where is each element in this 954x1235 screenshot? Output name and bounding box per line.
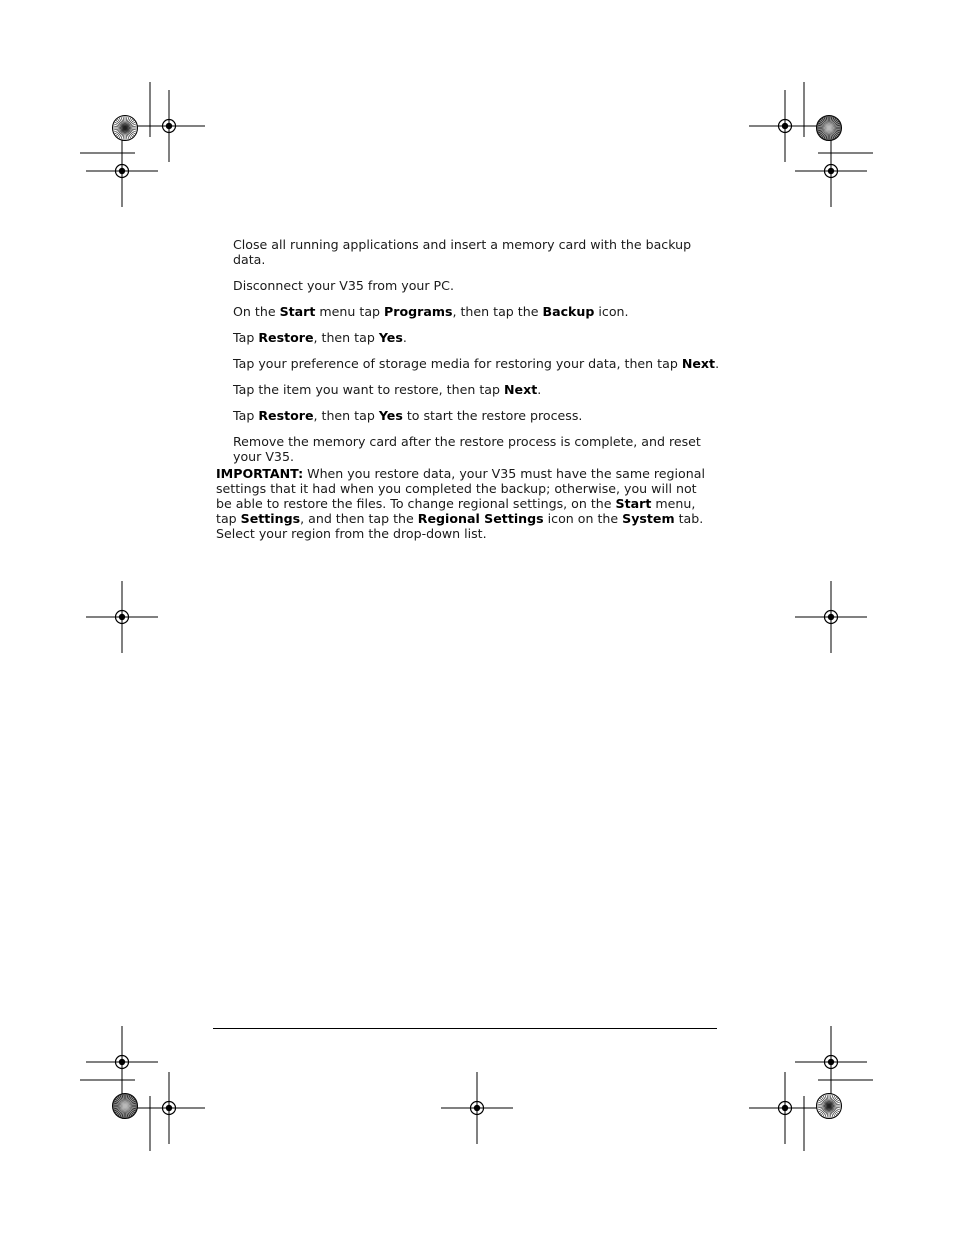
text-run: Tap	[233, 408, 259, 423]
step-8	[233, 434, 723, 464]
text-run: .	[715, 356, 720, 371]
registration-dot	[474, 1105, 480, 1111]
text-run: icon.	[594, 304, 629, 319]
registration-dot	[782, 1105, 788, 1111]
registration-dot	[828, 614, 834, 620]
bold-term: Restore	[258, 330, 314, 345]
text-run: Remove the memory card after the restore process is complete, and reset your V35.	[233, 434, 701, 464]
bold-term: Yes	[378, 330, 403, 345]
step-4	[233, 330, 723, 345]
bold-term: Start	[279, 304, 316, 319]
bold-term: Programs	[384, 304, 453, 319]
restore-steps-list	[233, 237, 723, 475]
step-7	[233, 408, 723, 423]
bold-term: IMPORTANT:	[216, 466, 304, 481]
bold-term: System	[622, 511, 675, 526]
bold-term: Backup	[542, 304, 595, 319]
text-run: Tap your preference of storage media for restoring your data, then tap	[233, 356, 682, 371]
bold-term: Settings	[240, 511, 301, 526]
step-6	[233, 382, 723, 397]
text-run: Tap the item you want to restore, then tap	[233, 382, 504, 397]
text-run: Disconnect your V35 from your PC.	[233, 278, 454, 293]
text-run: , then tap	[313, 408, 379, 423]
text-run: Close all running applications and insert a memory card with the backup data.	[233, 237, 692, 267]
text-run: When you restore data, your V35 must have the same regional settings that it had when you completed the backup; otherwise, you will not be able to restore the files. To change regional settings, on the	[216, 466, 705, 511]
registration-dot	[166, 123, 172, 129]
bold-term: Next	[504, 382, 538, 397]
registration-dot	[119, 1059, 125, 1065]
bold-term: Next	[681, 356, 716, 371]
text-run: menu tap	[315, 304, 385, 319]
text-run: , then tap	[313, 330, 379, 345]
registration-dot	[166, 1105, 172, 1111]
text-run: .	[402, 330, 407, 345]
bold-term: Yes	[378, 408, 403, 423]
registration-dot	[119, 614, 125, 620]
registration-dot	[782, 123, 788, 129]
text-run: , and then tap the	[300, 511, 418, 526]
step-2	[233, 278, 723, 293]
bold-term: Start	[615, 496, 652, 511]
text-run: .	[537, 382, 542, 397]
text-run: icon on the	[543, 511, 623, 526]
registration-dot	[119, 168, 125, 174]
registration-dot	[828, 168, 834, 174]
text-run: to start the restore process.	[402, 408, 583, 423]
text-run: menu, tap	[216, 496, 696, 526]
bold-term: Regional Settings	[417, 511, 544, 526]
text-run: tab. Select your region from the drop-down list.	[216, 511, 704, 541]
step-1	[233, 237, 723, 267]
important-note	[216, 466, 716, 541]
bold-term: Restore	[258, 408, 314, 423]
registration-dot	[828, 1059, 834, 1065]
text-run: Tap	[233, 330, 259, 345]
step-5	[233, 356, 723, 371]
step-3	[233, 304, 723, 319]
footer-rule	[213, 1028, 717, 1029]
text-run: On the	[233, 304, 280, 319]
text-run: , then tap the	[452, 304, 543, 319]
